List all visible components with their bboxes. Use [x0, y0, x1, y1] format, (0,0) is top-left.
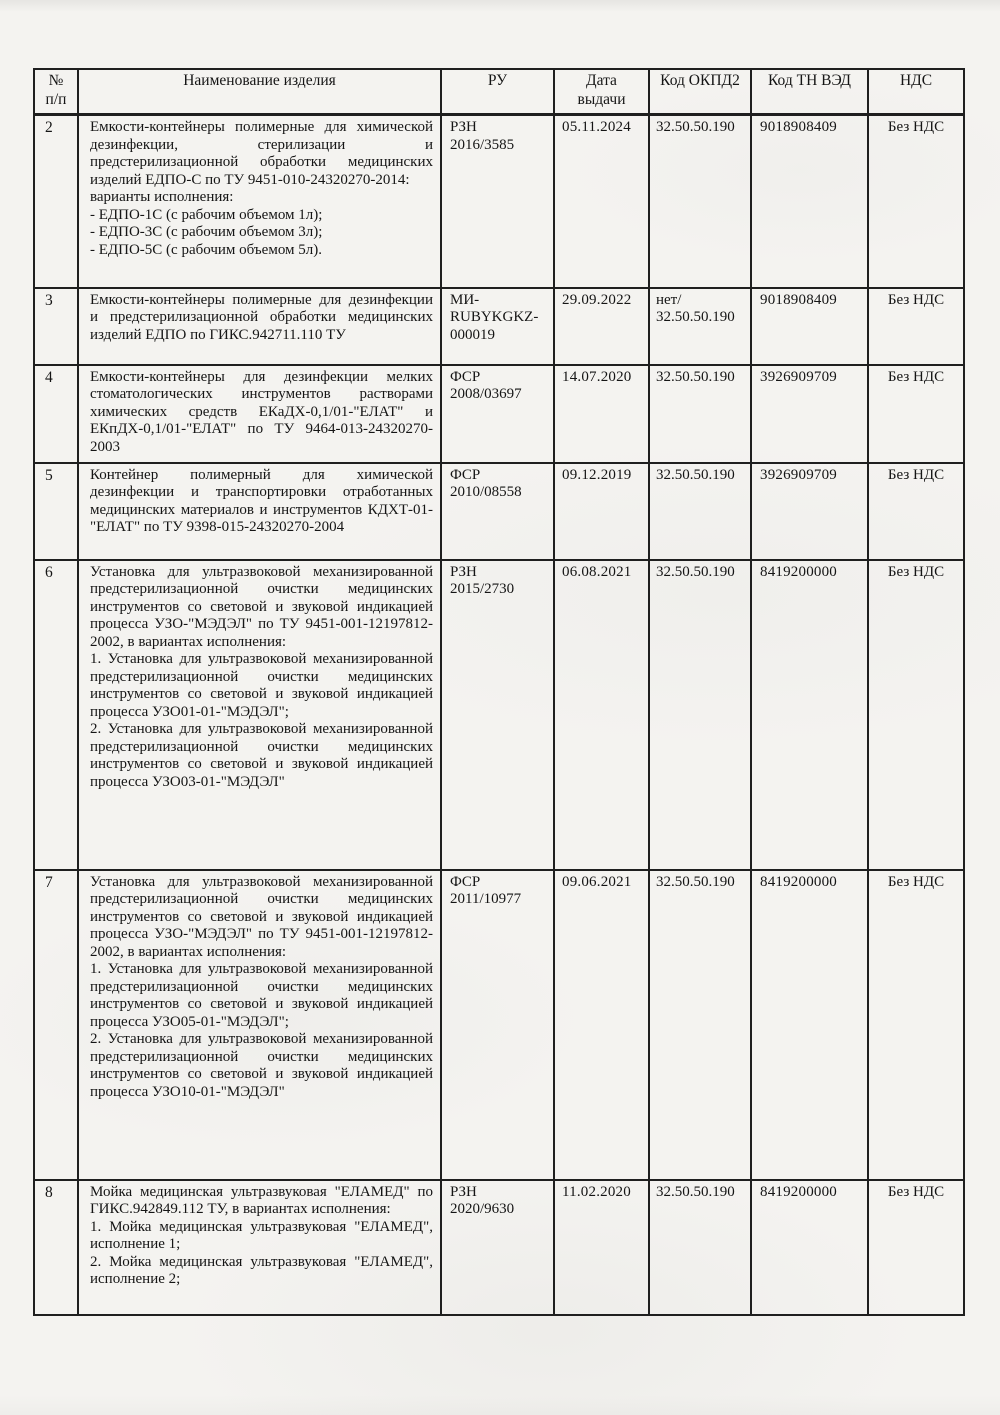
okpd2-code-line: 32.50.50.190 — [656, 119, 735, 135]
table-row — [34, 1180, 964, 1315]
table-row — [34, 463, 964, 560]
registration-certificate-cell — [441, 1180, 554, 1315]
row-number-cell: 4 — [34, 365, 78, 463]
row-number-cell: 2 — [34, 115, 78, 288]
product-name-paragraph: 2. Мойка медицинская ультразвуковая "ЕЛАМЕД", исполнение 2; — [90, 1253, 433, 1287]
registration-certificate-line: ФСР — [450, 466, 481, 483]
registration-certificate-line: 2011/10977 — [450, 891, 522, 907]
product-name-paragraph: Мойка медицинская ультразвуковая "ЕЛАМЕД" по ГИКС.942849.112 ТУ, в вариантах исполнения: — [90, 1183, 433, 1217]
registration-certificate-line: РЗН — [450, 563, 477, 580]
col-header-okpd2 — [649, 69, 751, 115]
product-name-cell — [78, 870, 441, 1180]
issue-date-cell: 09.12.2019 — [554, 463, 649, 560]
okpd2-code-cell — [649, 1180, 751, 1315]
product-name-cell — [78, 560, 441, 870]
vat-cell: Без НДС — [868, 870, 964, 1180]
table-row — [34, 365, 964, 463]
row-number-cell: 5 — [34, 463, 78, 560]
registration-certificate-line: 2008/03697 — [450, 386, 522, 402]
registration-certificate-line: ФСР — [450, 368, 481, 385]
header-line: выдачи — [577, 91, 626, 108]
product-name-paragraph: 1. Установка для ультразвоковой механизированной предстерилизационной очистки медицинских инструментов со световой и звуковой индикацией процесса УЗО01-01-"МЭДЭЛ"; — [90, 651, 433, 720]
product-name-paragraph: 2. Установка для ультразвоковой механизированной предстерилизационной очистки медицинских инструментов со световой и звуковой индикацией процесса УЗО03-01-"МЭДЭЛ" — [90, 721, 433, 790]
issue-date-cell: 14.07.2020 — [554, 365, 649, 463]
header-line: Код ОКПД2 — [660, 72, 740, 89]
tnved-code-cell: 8419200000 — [751, 560, 868, 870]
issue-date-cell: 06.08.2021 — [554, 560, 649, 870]
product-name-paragraph: - ЕДПО-3С (с рабочим объемом 3л); — [90, 224, 323, 240]
header-line: НДС — [899, 72, 933, 89]
okpd2-code-cell — [649, 560, 751, 870]
product-name-paragraph: Емкости-контейнеры полимерные для дезинфекции и предстерилизационной обработки медицинских изделий ЕДПО по ГИКС.942711.110 ТУ — [90, 291, 433, 343]
registration-certificate-cell — [441, 288, 554, 365]
row-number-cell: 8 — [34, 1180, 78, 1315]
registration-certificate-line: 2015/2730 — [450, 581, 515, 597]
okpd2-code-line: 32.50.50.190 — [656, 873, 735, 890]
table-row — [34, 288, 964, 365]
registration-certificate-line: 2016/3585 — [450, 136, 515, 153]
okpd2-code-line: 32.50.50.190 — [656, 309, 735, 325]
product-name-paragraph: Установка для ультразвоковой механизированной предстерилизационной очистки медицинских инструментов со световой и звуковой индикацией процесса УЗО-"МЭДЭЛ" по ТУ 9451-001-12197812-2002, в вариантах исполнения: — [90, 873, 433, 960]
okpd2-code-cell — [649, 870, 751, 1180]
table-row — [34, 870, 964, 1180]
registration-certificate-cell — [441, 365, 554, 463]
product-name-paragraph: Емкости-контейнеры полимерные для химической дезинфекции, стерилизации и предстерилизационной обработки медицинских изделий ЕДПО-С по ТУ 9451-010-24320270-2014: — [90, 119, 433, 188]
col-header-vat — [868, 69, 964, 115]
product-name-paragraph: - ЕДПО-5С (с рабочим объемом 5л). — [90, 241, 323, 258]
product-name-paragraph: варианты исполнения: — [90, 189, 234, 205]
product-name-cell — [78, 115, 441, 288]
row-number-cell: 3 — [34, 288, 78, 365]
product-name-cell — [78, 1180, 441, 1315]
tnved-code-cell: 8419200000 — [751, 870, 868, 1180]
registration-certificate-cell — [441, 870, 554, 1180]
product-name-cell — [78, 288, 441, 365]
product-name-cell — [78, 365, 441, 463]
product-name-paragraph: 2. Установка для ультразвоковой механизированной предстерилизационной очистки медицинских инструментов со световой и звуковой индикацией процесса УЗО10-01-"МЭДЭЛ" — [90, 1031, 433, 1100]
table-row — [34, 115, 964, 288]
header-line: п/п — [45, 91, 67, 108]
issue-date-cell: 05.11.2024 — [554, 115, 649, 288]
table-body — [34, 115, 964, 1315]
vat-cell: Без НДС — [868, 1180, 964, 1315]
tnved-code-cell: 3926909709 — [751, 365, 868, 463]
tnved-code-cell: 9018908409 — [751, 115, 868, 288]
registration-certificate-cell — [441, 560, 554, 870]
col-header-tnved — [751, 69, 868, 115]
registration-certificate-line: РЗН — [450, 119, 477, 135]
col-header-num — [34, 69, 78, 115]
registration-certificate-line: 2020/9630 — [450, 1201, 515, 1217]
registration-certificate-line: ФСР — [450, 873, 481, 890]
okpd2-code-cell — [649, 288, 751, 365]
tnved-code-cell: 9018908409 — [751, 288, 868, 365]
header-line: Наименование изделия — [183, 72, 336, 89]
header-line: № — [48, 72, 64, 89]
product-name-paragraph: 1. Мойка медицинская ультразвуковая "ЕЛАМЕД", исполнение 1; — [90, 1218, 433, 1252]
registration-certificate-line: RUBYKGKZ- — [450, 309, 539, 325]
tnved-code-cell: 8419200000 — [751, 1180, 868, 1315]
registration-certificate-cell — [441, 463, 554, 560]
registration-certificate-line: 2010/08558 — [450, 484, 522, 500]
registration-certificate-line: РЗН — [450, 1183, 477, 1200]
product-name-paragraph: Контейнер полимерный для химической дезинфекции и транспортировки отработанных медицинских материалов и инструментов КДХТ-01-"ЕЛАТ" по ТУ 9398-015-24320270-2004 — [90, 466, 433, 535]
registration-certificate-line: 000019 — [450, 326, 495, 343]
okpd2-code-cell — [649, 115, 751, 288]
okpd2-code-line: 32.50.50.190 — [656, 563, 735, 580]
col-header-name — [78, 69, 441, 115]
tnved-code-cell: 3926909709 — [751, 463, 868, 560]
product-name-paragraph: 1. Установка для ультразвоковой механизированной предстерилизационной очистки медицинских инструментов со световой и звуковой индикацией процесса УЗО05-01-"МЭДЭЛ"; — [90, 961, 433, 1030]
row-number-cell: 6 — [34, 560, 78, 870]
product-name-paragraph: Установка для ультразвоковой механизированной предстерилизационной очистки медицинских инструментов со световой и звуковой индикацией процесса УЗО-"МЭДЭЛ" по ТУ 9451-001-12197812-2002, в вариантах исполнения: — [90, 563, 433, 650]
table-row — [34, 560, 964, 870]
registration-certificate-cell — [441, 115, 554, 288]
product-name-paragraph: Емкости-контейнеры для дезинфекции мелких стоматологических инструментов растворами химических средств ЕКаДХ-0,1/01-"ЕЛАТ" и ЕКпДХ-0,1/01-"ЕЛАТ" по ТУ 9464-013-24320270-2003 — [90, 368, 433, 455]
okpd2-code-cell — [649, 365, 751, 463]
okpd2-code-cell — [649, 463, 751, 560]
vat-cell: Без НДС — [868, 463, 964, 560]
issue-date-cell: 29.09.2022 — [554, 288, 649, 365]
product-name-cell — [78, 463, 441, 560]
header-line: Код ТН ВЭД — [767, 72, 851, 89]
product-name-paragraph: - ЕДПО-1С (с рабочим объемом 1л); — [90, 206, 323, 223]
vat-cell: Без НДС — [868, 365, 964, 463]
row-number-cell: 7 — [34, 870, 78, 1180]
col-header-issue-date — [554, 69, 649, 115]
header-line: Дата — [586, 72, 617, 89]
table-header — [34, 69, 964, 115]
issue-date-cell: 11.02.2020 — [554, 1180, 649, 1315]
products-registry-table — [33, 68, 965, 1316]
vat-cell: Без НДС — [868, 288, 964, 365]
registration-certificate-line: МИ- — [450, 291, 480, 308]
okpd2-code-line: 32.50.50.190 — [656, 368, 735, 385]
col-header-ru — [441, 69, 554, 115]
vat-cell: Без НДС — [868, 560, 964, 870]
issue-date-cell: 09.06.2021 — [554, 870, 649, 1180]
okpd2-code-line: нет/ — [656, 291, 682, 308]
okpd2-code-line: 32.50.50.190 — [656, 1183, 735, 1200]
header-row — [34, 69, 964, 115]
okpd2-code-line: 32.50.50.190 — [656, 466, 735, 483]
vat-cell: Без НДС — [868, 115, 964, 288]
header-line: РУ — [487, 72, 508, 89]
